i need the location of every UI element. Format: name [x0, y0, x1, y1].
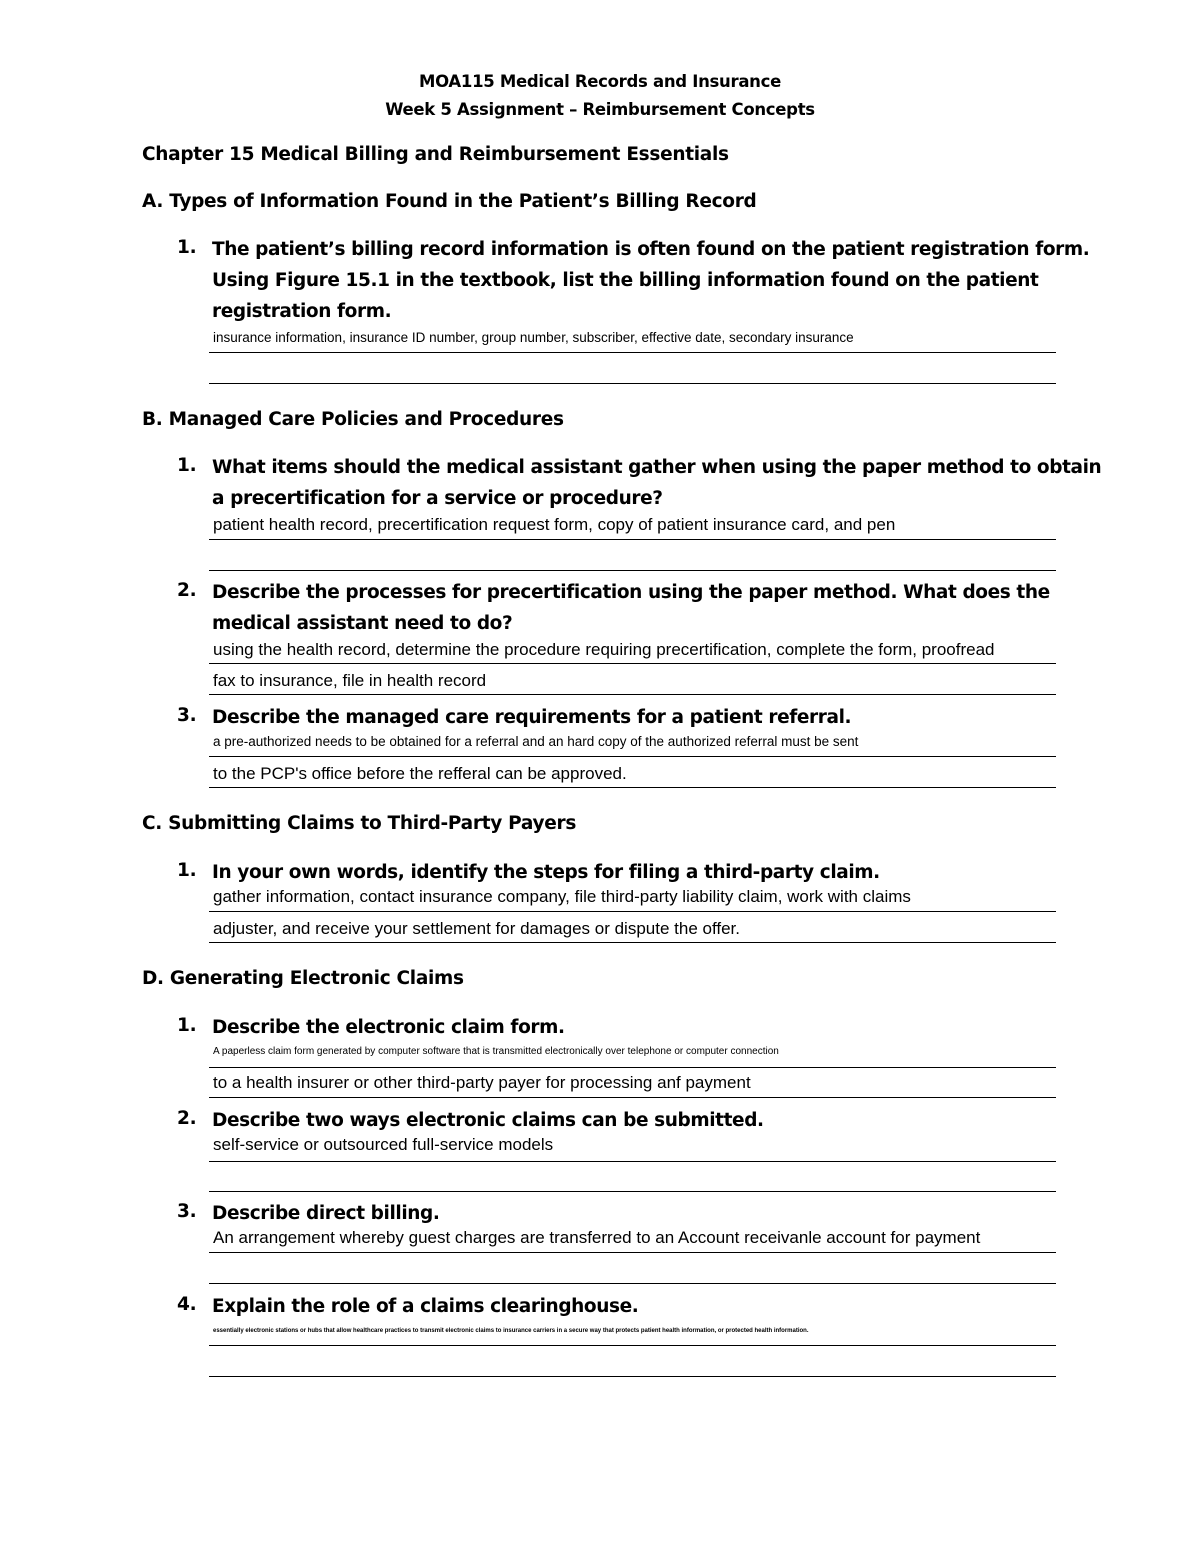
answer-rule [209, 1252, 1056, 1253]
question-line: medical assistant need to do? [212, 613, 513, 634]
answer-rule [209, 1191, 1056, 1192]
answer-c1-line-2: adjuster, and receive your settlement for damages or dispute the offer. [213, 919, 740, 938]
answer-a1-line-1: insurance information, insurance ID number, group number, subscriber, effective date, secondary insurance [213, 330, 854, 345]
answer-d4-line-1: essentially electronic stations or hubs that allow healthcare practices to transmit electronic claims to insurance carriers in a secure way that protects patient health information, or protected health information. [213, 1328, 809, 1334]
answer-rule [209, 352, 1056, 353]
answer-d2-line-1: self-service or outsourced full-service models [213, 1135, 554, 1154]
answer-rule [209, 787, 1056, 788]
question-line: What items should the medical assistant gather when using the paper method to obtain [212, 457, 1102, 478]
answer-d3-line-1: An arrangement whereby guest charges are transferred to an Account receivanle account for payment [213, 1228, 981, 1247]
question-line: a precertification for a service or procedure? [212, 488, 663, 509]
question-number: 3. [177, 705, 197, 726]
question-d1-text [212, 1012, 1062, 1043]
question-line: Describe the electronic claim form. [212, 1017, 565, 1038]
question-number: 1. [177, 1015, 197, 1036]
question-c1-text [212, 857, 1062, 888]
question-line: Using Figure 15.1 in the textbook, list the billing information found on the patient [212, 270, 1039, 291]
section-d-title: D. Generating Electronic Claims [142, 968, 464, 989]
question-d2-text [212, 1105, 1062, 1136]
question-b1-text [212, 452, 1102, 514]
question-a1-text [212, 234, 1090, 327]
section-a-title: A. Types of Information Found in the Patient’s Billing Record [142, 191, 757, 212]
answer-b3-line-1: a pre-authorized needs to be obtained for a referral and an hard copy of the authorized referral must be sent [213, 734, 859, 749]
assignment-title: Week 5 Assignment – Reimbursement Concepts [385, 100, 815, 119]
question-b3-text [212, 702, 1062, 733]
answer-rule [209, 1345, 1056, 1346]
answer-rule [209, 1097, 1056, 1098]
answer-rule [209, 911, 1056, 912]
answer-b1-line-1: patient health record, precertification request form, copy of patient insurance card, and pen [213, 515, 896, 534]
question-d3-text [212, 1198, 1062, 1229]
question-b2-text [212, 577, 1062, 639]
question-d4-text [212, 1291, 1062, 1322]
answer-rule [209, 942, 1056, 943]
section-b-title: B. Managed Care Policies and Procedures [142, 409, 564, 430]
question-number: 1. [177, 237, 197, 258]
question-number: 3. [177, 1201, 197, 1222]
answer-rule [209, 756, 1056, 757]
question-number: 1. [177, 860, 197, 881]
chapter-title: Chapter 15 Medical Billing and Reimbursement Essentials [142, 144, 729, 165]
question-line: Explain the role of a claims clearinghouse. [212, 1296, 639, 1317]
answer-d1-line-1: A paperless claim form generated by computer software that is transmitted electronically over telephone or computer connection [213, 1046, 779, 1057]
answer-rule [209, 383, 1056, 384]
answer-b2-line-1: using the health record, determine the procedure requiring precertification, complete the form, proofread [213, 640, 995, 659]
answer-rule [209, 570, 1056, 571]
question-line: The patient’s billing record information is often found on the patient registration form. [212, 239, 1090, 260]
answer-c1-line-1: gather information, contact insurance company, file third-party liability claim, work with claims [213, 887, 911, 906]
question-line: Describe the managed care requirements for a patient referral. [212, 707, 852, 728]
course-title: MOA115 Medical Records and Insurance [419, 72, 781, 91]
answer-rule [209, 1376, 1056, 1377]
question-line: In your own words, identify the steps for filing a third-party claim. [212, 862, 880, 883]
question-line: Describe two ways electronic claims can be submitted. [212, 1110, 764, 1131]
question-number: 1. [177, 455, 197, 476]
answer-b2-line-2: fax to insurance, file in health record [213, 671, 487, 690]
answer-rule [209, 539, 1056, 540]
answer-rule [209, 694, 1056, 695]
section-c-title: C. Submitting Claims to Third-Party Payers [142, 813, 577, 834]
question-number: 2. [177, 580, 197, 601]
answer-b3-line-2: to the PCP's office before the refferal can be approved. [213, 764, 627, 783]
question-number: 2. [177, 1108, 197, 1129]
question-line: Describe direct billing. [212, 1203, 440, 1224]
answer-rule [209, 1161, 1056, 1162]
question-line: Describe the processes for precertification using the paper method. What does the [212, 582, 1050, 603]
question-line: registration form. [212, 301, 392, 322]
answer-rule [209, 1067, 1056, 1068]
answer-rule [209, 663, 1056, 664]
answer-d1-line-2: to a health insurer or other third-party payer for processing anf payment [213, 1073, 751, 1092]
question-number: 4. [177, 1294, 197, 1315]
answer-rule [209, 1283, 1056, 1284]
